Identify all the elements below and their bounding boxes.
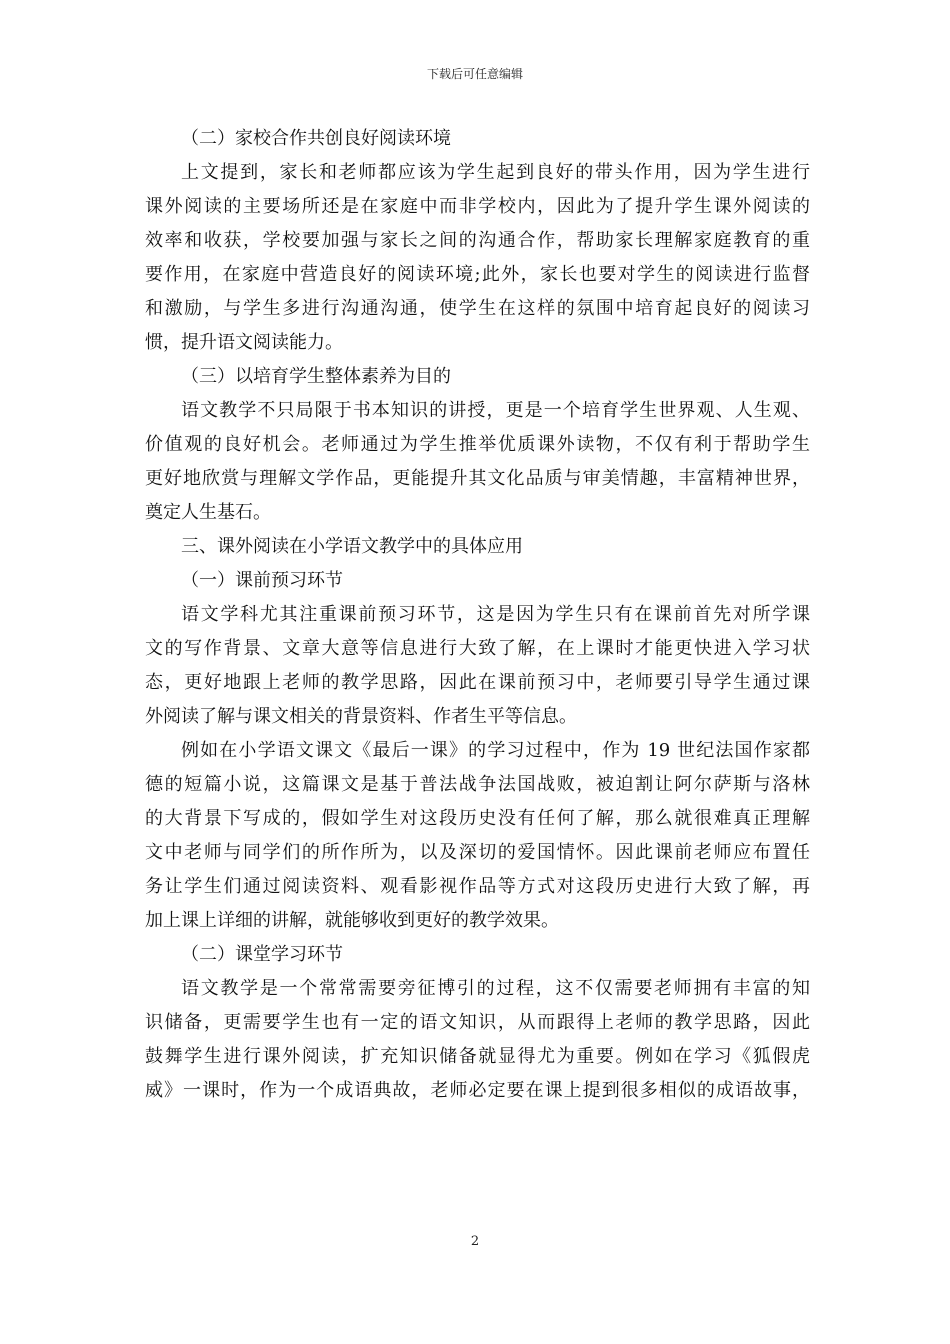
paragraph-line: 惯，提升语文阅读能力。	[145, 332, 343, 353]
paragraph-line: 上文提到，家长和老师都应该为学生起到良好的带头作用，因为学生进行	[181, 162, 810, 183]
page-header: 下载后可任意编辑	[426, 67, 523, 81]
paragraph-line: 语文学科尤其注重课前预习环节，这是因为学生只有在课前首先对所学课	[181, 604, 810, 625]
paragraph-line: 务让学生们通过阅读资料、观看影视作品等方式对这段历史进行大致了解，再	[145, 876, 810, 897]
paragraph-line: 威》一课时，作为一个成语典故，老师必定要在课上提到很多相似的成语故事，	[145, 1080, 810, 1101]
paragraph-line: 德的短篇小说，这篇课文是基于普法战争法国战败，被迫割让阿尔萨斯与洛林	[145, 774, 810, 795]
paragraph-line: 鼓舞学生进行课外阅读，扩充知识储备就显得尤为重要。例如在学习《狐假虎	[145, 1046, 810, 1067]
section-heading: （二）家校合作共创良好阅读环境	[181, 128, 451, 149]
paragraph-line: 奠定人生基石。	[145, 502, 271, 523]
chapter-heading: 三、课外阅读在小学语文教学中的具体应用	[181, 536, 523, 557]
paragraph-line: 要作用，在家庭中营造良好的阅读环境;此外，家长也要对学生的阅读进行监督	[145, 264, 810, 285]
paragraph-line: 文的写作背景、文章大意等信息进行大致了解，在上课时才能更快进入学习状	[145, 638, 810, 659]
paragraph-line: 加上课上详细的讲解，就能够收到更好的教学效果。	[145, 910, 559, 931]
paragraph-line: 例如在小学语文课文《最后一课》的学习过程中，作为 19 世纪法国作家都	[181, 740, 810, 761]
paragraph-line: 的大背景下写成的，假如学生对这段历史没有任何了解，那么就很难真正理解	[145, 808, 810, 829]
paragraph-line: 识储备，更需要学生也有一定的语文知识，从而跟得上老师的教学思路，因此	[145, 1012, 810, 1033]
paragraph-line: 课外阅读的主要场所还是在家庭中而非学校内，因此为了提升学生课外阅读的	[145, 196, 810, 217]
paragraph-line: 语文教学不只局限于书本知识的讲授，更是一个培育学生世界观、人生观、	[181, 400, 810, 421]
paragraph-line: 和激励，与学生多进行沟通沟通，使学生在这样的氛围中培育起良好的阅读习	[145, 298, 810, 319]
document-body	[145, 122, 810, 1108]
paragraph-line: 文中老师与同学们的所作所为，以及深切的爱国情怀。因此课前老师应布置任	[145, 842, 810, 863]
section-heading: （一）课前预习环节	[181, 570, 343, 591]
paragraph-line: 更好地欣赏与理解文学作品，更能提升其文化品质与审美情趣，丰富精神世界，	[145, 468, 810, 489]
paragraph-line: 价值观的良好机会。老师通过为学生推举优质课外读物，不仅有利于帮助学生	[145, 434, 810, 455]
paragraph-line: 态，更好地跟上老师的教学思路，因此在课前预习中，老师要引导学生通过课	[145, 672, 810, 693]
page-number: 2	[470, 1234, 480, 1249]
section-heading: （三）以培育学生整体素养为目的	[181, 366, 451, 387]
section-heading: （二）课堂学习环节	[181, 944, 343, 965]
paragraph-line: 效率和收获，学校要加强与家长之间的沟通合作，帮助家长理解家庭教育的重	[145, 230, 810, 251]
paragraph-line: 语文教学是一个常常需要旁征博引的过程，这不仅需要老师拥有丰富的知	[181, 978, 810, 999]
paragraph-line: 外阅读了解与课文相关的背景资料、作者生平等信息。	[145, 706, 577, 727]
